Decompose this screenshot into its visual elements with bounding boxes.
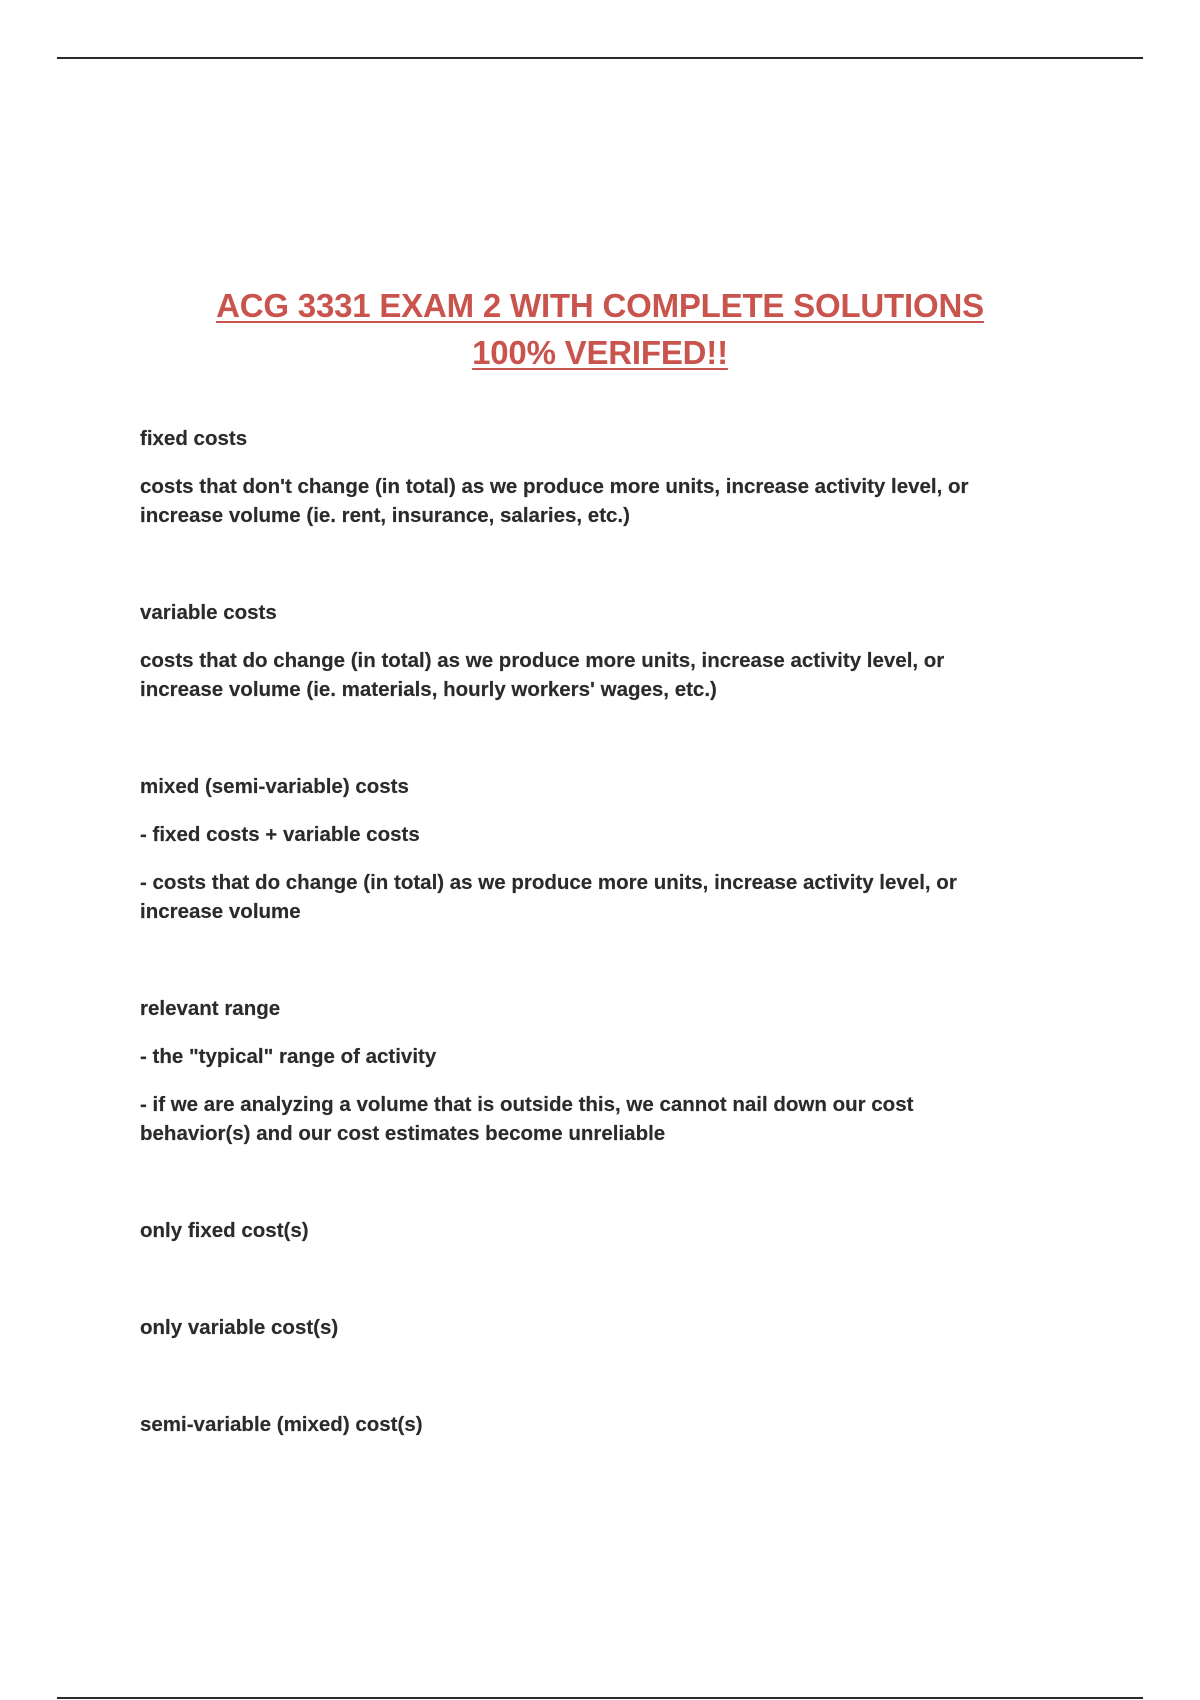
card-definition: - fixed costs + variable costs	[140, 823, 420, 846]
document-title	[140, 282, 1060, 376]
bottom-rule	[57, 1697, 1143, 1699]
top-rule	[57, 57, 1143, 59]
card-term-only-variable-costs: only variable cost(s)	[140, 1316, 339, 1339]
card-term-fixed-costs: fixed costs	[140, 427, 248, 450]
card-definition: costs that don't change (in total) as we produce more units, increase activity level, or increase volume (ie. rent, insurance, salaries, etc.)	[140, 475, 969, 527]
card-term-variable-costs: variable costs	[140, 601, 277, 624]
card-definition: - if we are analyzing a volume that is outside this, we cannot nail down our cost behavior(s) and our cost estimates become unreliable	[140, 1093, 914, 1145]
title-line-1: ACG 3331 EXAM 2 WITH COMPLETE SOLUTIONS	[216, 287, 984, 325]
card-term-semi-variable-costs: semi-variable (mixed) cost(s)	[140, 1413, 423, 1436]
card-definition: - costs that do change (in total) as we produce more units, increase activity level, or increase volume	[140, 871, 957, 923]
card-definition: - the "typical" range of activity	[140, 1045, 437, 1068]
card-definition: costs that do change (in total) as we produce more units, increase activity level, or increase volume (ie. materials, hourly workers' wages, etc.)	[140, 649, 945, 701]
card-term-mixed-costs: mixed (semi-variable) costs	[140, 775, 409, 798]
card-term-relevant-range: relevant range	[140, 997, 281, 1020]
title-line-2: 100% VERIFED!!	[472, 334, 728, 372]
card-term-only-fixed-costs: only fixed cost(s)	[140, 1219, 309, 1242]
